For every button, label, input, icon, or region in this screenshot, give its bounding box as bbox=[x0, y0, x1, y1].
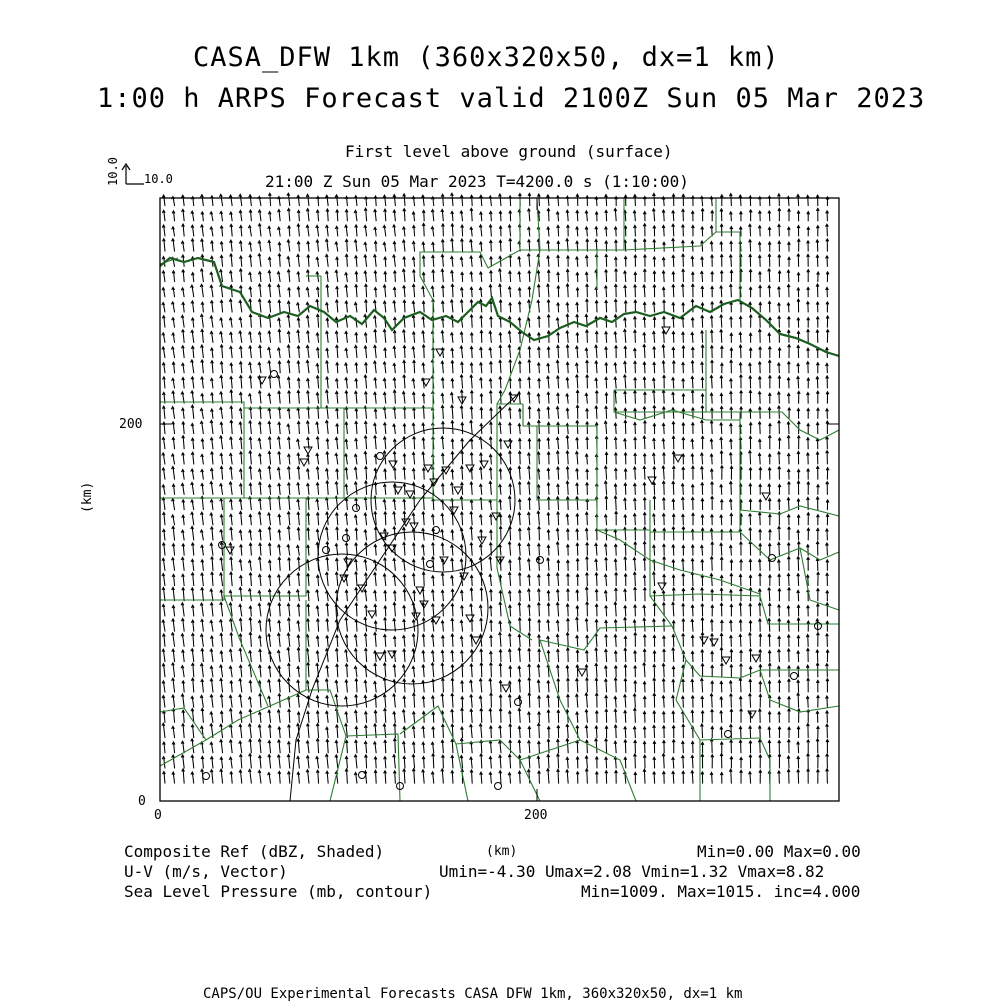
x-tick-0: 0 bbox=[154, 808, 162, 823]
station-triangle-icon bbox=[406, 491, 414, 498]
county-line bbox=[224, 498, 306, 596]
y-tick-0: 0 bbox=[138, 794, 146, 809]
red-river-boundary bbox=[160, 258, 839, 356]
legend-reflectivity-range: Min=0.00 Max=0.00 bbox=[697, 842, 861, 861]
x-axis-label: (km) bbox=[486, 844, 518, 859]
legend-wind-range: Umin=-4.30 Umax=2.08 Vmin=1.32 Vmax=8.82 bbox=[439, 862, 825, 881]
station-circle-icon bbox=[791, 673, 798, 680]
vector-key-u-label: 10.0 bbox=[144, 172, 173, 186]
radar-range-ring-icon bbox=[318, 482, 466, 630]
station-triangle-icon bbox=[389, 461, 397, 468]
station-triangle-icon bbox=[722, 657, 730, 664]
county-line bbox=[740, 506, 839, 516]
station-triangle-icon bbox=[226, 547, 234, 554]
wind-arrows bbox=[162, 193, 829, 783]
x-tick-200: 200 bbox=[524, 808, 548, 823]
station-circle-icon bbox=[359, 772, 366, 779]
station-triangle-icon bbox=[700, 637, 708, 644]
level-label: First level above ground (surface) bbox=[345, 142, 673, 161]
map-title-line2: 1:00 h ARPS Forecast valid 2100Z Sun 05 Mar 2023 bbox=[97, 83, 926, 114]
station-triangle-icon bbox=[258, 377, 266, 384]
station-triangle-icon bbox=[502, 685, 510, 692]
station-circle-icon bbox=[323, 547, 330, 554]
vector-key-arrow bbox=[122, 164, 144, 184]
y-axis-label: (km) bbox=[80, 481, 95, 513]
county-line bbox=[676, 700, 700, 801]
station-triangle-icon bbox=[710, 639, 718, 646]
station-circle-icon bbox=[353, 505, 360, 512]
station-circle-icon bbox=[427, 561, 434, 568]
legend-pressure-label: Sea Level Pressure (mb, contour) bbox=[124, 882, 433, 901]
station-triangle-icon bbox=[578, 669, 586, 676]
legend-reflectivity-label: Composite Ref (dBZ, Shaded) bbox=[124, 842, 385, 861]
county-line bbox=[456, 740, 540, 801]
station-triangle-icon bbox=[368, 611, 376, 618]
county-line bbox=[420, 252, 488, 344]
station-triangle-icon bbox=[472, 637, 480, 644]
station-triangle-icon bbox=[424, 465, 432, 472]
county-line bbox=[540, 640, 636, 801]
county-line bbox=[597, 530, 760, 594]
station-circle-icon bbox=[377, 453, 384, 460]
surface-stations bbox=[203, 327, 822, 790]
county-line bbox=[344, 408, 433, 500]
station-triangle-icon bbox=[466, 465, 474, 472]
station-triangle-icon bbox=[454, 487, 462, 494]
vector-key-v-label: 10.0 bbox=[106, 157, 120, 186]
county-line bbox=[523, 404, 597, 500]
footer-credit: CAPS/OU Experimental Forecasts CASA DFW 1km, 360x320x50, dx=1 km bbox=[203, 986, 743, 1002]
legend-wind-label: U-V (m/s, Vector) bbox=[124, 862, 288, 881]
station-triangle-icon bbox=[762, 493, 770, 500]
county-line bbox=[686, 660, 839, 678]
station-triangle-icon bbox=[300, 459, 308, 466]
station-triangle-icon bbox=[304, 447, 312, 454]
county-line bbox=[716, 198, 740, 300]
station-circle-icon bbox=[203, 773, 210, 780]
county-line bbox=[597, 198, 624, 250]
station-triangle-icon bbox=[658, 583, 666, 590]
station-triangle-icon bbox=[752, 655, 760, 662]
wind-vector-field bbox=[162, 193, 829, 783]
county-line bbox=[800, 548, 839, 610]
station-circle-icon bbox=[343, 535, 350, 542]
legend-pressure-range: Min=1009. Max=1015. inc=4.000 bbox=[581, 882, 861, 901]
river-line bbox=[160, 258, 839, 356]
county-line bbox=[650, 594, 839, 624]
station-triangle-icon bbox=[376, 653, 384, 660]
county-line bbox=[321, 408, 344, 498]
county-line bbox=[306, 690, 346, 801]
county-line bbox=[206, 690, 306, 740]
station-circle-icon bbox=[271, 371, 278, 378]
county-line bbox=[497, 500, 532, 640]
county-line bbox=[497, 200, 540, 404]
radar-range-ring-icon bbox=[336, 532, 488, 684]
valid-time-label: 21:00 Z Sun 05 Mar 2023 T=4200.0 s (1:10:00) bbox=[265, 172, 689, 191]
county-line bbox=[650, 532, 686, 700]
map-title-line1: CASA_DFW 1km (360x320x50, dx=1 km) bbox=[193, 42, 780, 73]
county-line bbox=[488, 250, 597, 290]
station-circle-icon bbox=[515, 699, 522, 706]
station-circle-icon bbox=[495, 783, 502, 790]
station-triangle-icon bbox=[674, 455, 682, 462]
station-circle-icon bbox=[725, 731, 732, 738]
y-tick-200: 200 bbox=[119, 417, 143, 432]
